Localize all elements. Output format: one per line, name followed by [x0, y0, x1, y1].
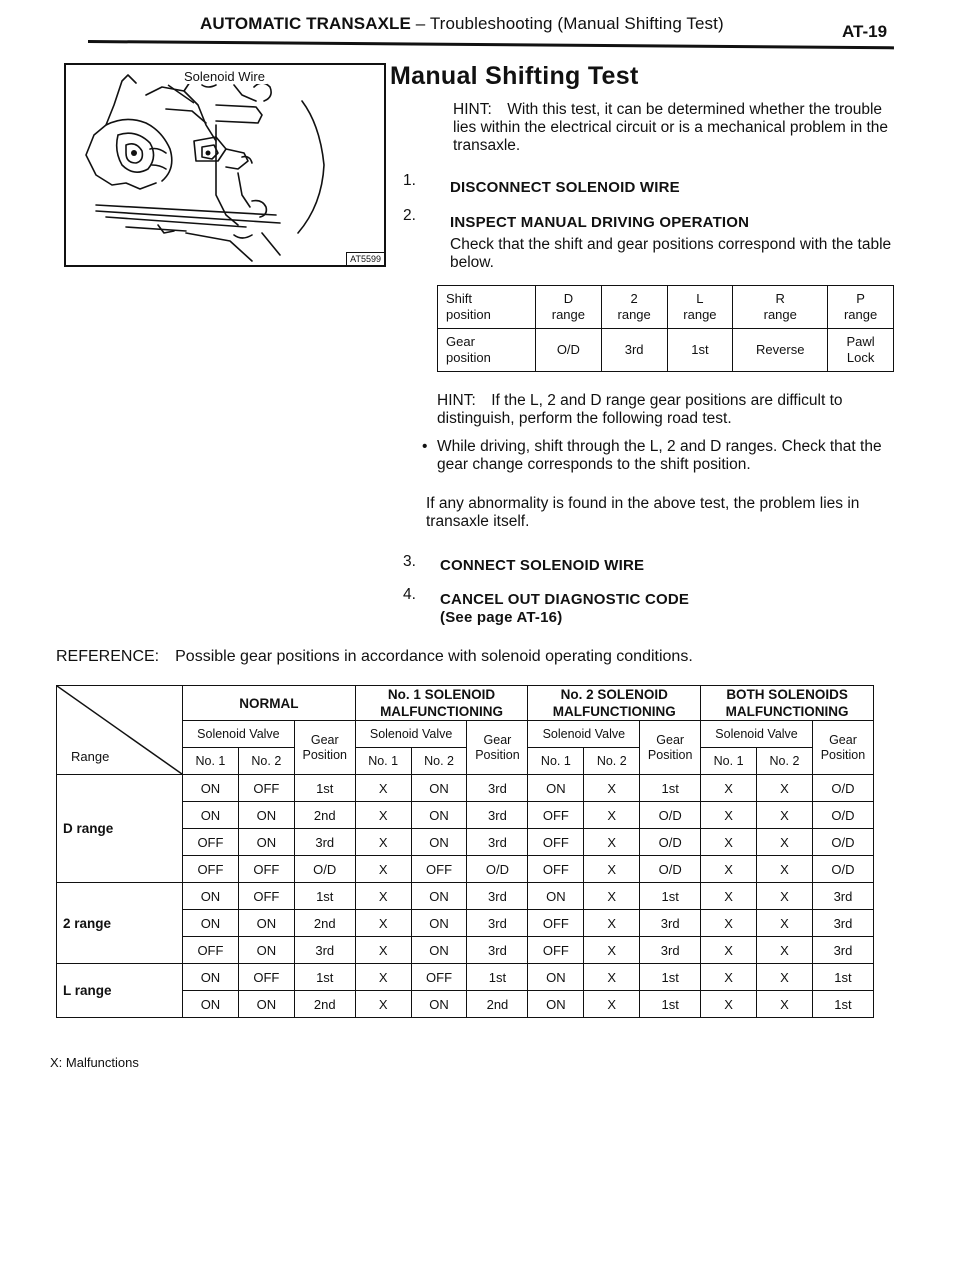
table-cell: OFF	[528, 829, 584, 856]
table-cell: O/D	[467, 856, 528, 883]
abnormality-paragraph: If any abnormality is found in the above test, the problem lies in transaxle itself.	[426, 495, 860, 530]
table-cell: 1st	[640, 883, 701, 910]
reference-table-body	[57, 775, 874, 1018]
table-cell: 3rd	[467, 937, 528, 964]
table-cell: O/D	[640, 856, 701, 883]
table-cell: X	[584, 883, 640, 910]
table-cell: 2nd	[294, 910, 355, 937]
step-3-text: CONNECT SOLENOID WIRE	[440, 557, 645, 574]
table-cell: X	[757, 856, 813, 883]
table-cell: 3rd	[467, 883, 528, 910]
table-cell: X	[757, 883, 813, 910]
group-header-both: BOTH SOLENOIDS MALFUNCTIONING	[701, 686, 874, 721]
table-cell: 3rd	[294, 829, 355, 856]
table-cell: OFF	[183, 937, 239, 964]
table-cell: ON	[183, 910, 239, 937]
table-cell: O/D	[812, 856, 873, 883]
solenoid-valve-header: Solenoid Valve	[528, 721, 640, 748]
table-cell: O/D	[640, 829, 701, 856]
table-cell: 3rd	[467, 829, 528, 856]
range-label: L range	[57, 964, 183, 1018]
table-cell: ON	[183, 991, 239, 1018]
table-cell: R range	[733, 286, 828, 329]
bullet-text: While driving, shift through the L, 2 and D ranges. Check that the gear change corresponds to the shift position.	[437, 438, 882, 473]
step-4-text: CANCEL OUT DIAGNOSTIC CODE	[440, 591, 690, 608]
table-cell: OFF	[528, 910, 584, 937]
table-cell: X	[701, 937, 757, 964]
table-cell: X	[757, 829, 813, 856]
no1-header: No. 1	[183, 748, 239, 775]
shift-position-table	[437, 285, 894, 372]
table-cell: 3rd	[812, 883, 873, 910]
solenoid-valve-header: Solenoid Valve	[701, 721, 813, 748]
step-2-number: 2.	[403, 207, 416, 224]
table-cell: ON	[183, 802, 239, 829]
table-cell: ON	[183, 964, 239, 991]
reference-caption: REFERENCE: Possible gear positions in accordance with solenoid operating conditions.	[56, 648, 693, 665]
step-3-number: 3.	[403, 553, 416, 570]
table-cell: ON	[238, 802, 294, 829]
table-cell: X	[584, 910, 640, 937]
header-rule	[88, 40, 894, 49]
table-cell: OFF	[183, 829, 239, 856]
table-cell: X	[757, 937, 813, 964]
table-cell: 1st	[294, 964, 355, 991]
table-cell: X	[584, 775, 640, 802]
footnote: X: Malfunctions	[50, 1055, 139, 1070]
table-cell: 1st	[640, 991, 701, 1018]
table-cell: OFF	[238, 883, 294, 910]
table-cell: X	[584, 802, 640, 829]
transaxle-illustration	[66, 65, 386, 267]
table-cell: OFF	[528, 802, 584, 829]
table-row	[57, 883, 874, 910]
gear-position-header: Gear Position	[640, 721, 701, 775]
step-1-number: 1.	[403, 172, 416, 189]
table-cell: ON	[411, 991, 467, 1018]
table-cell: ON	[238, 937, 294, 964]
table-cell: OFF	[238, 964, 294, 991]
table-cell: OFF	[411, 856, 467, 883]
table-row	[438, 286, 894, 329]
group-header-no2: No. 2 SOLENOID MALFUNCTIONING	[528, 686, 701, 721]
table-cell: 2 range	[601, 286, 667, 329]
table-cell: 3rd	[294, 937, 355, 964]
no2-header: No. 2	[757, 748, 813, 775]
gear-position-header: Gear Position	[294, 721, 355, 775]
table-cell: X	[757, 775, 813, 802]
table-cell: O/D	[812, 829, 873, 856]
table-cell: 1st	[812, 964, 873, 991]
table-cell: X	[757, 910, 813, 937]
figure-label: Solenoid Wire	[184, 69, 265, 84]
table-cell: X	[701, 775, 757, 802]
table-cell: 1st	[294, 775, 355, 802]
step-1-text: DISCONNECT SOLENOID WIRE	[450, 179, 680, 196]
table-cell: OFF	[183, 856, 239, 883]
table-cell: ON	[411, 829, 467, 856]
table-cell: X	[355, 856, 411, 883]
table-cell: X	[701, 910, 757, 937]
table-cell: 1st	[294, 883, 355, 910]
table-row	[57, 775, 874, 802]
table-row	[438, 329, 894, 372]
table-cell: X	[355, 937, 411, 964]
table-cell: X	[701, 829, 757, 856]
no2-header: No. 2	[411, 748, 467, 775]
table-cell: ON	[183, 883, 239, 910]
table-cell: X	[355, 802, 411, 829]
table-cell: ON	[238, 829, 294, 856]
no2-header: No. 2	[584, 748, 640, 775]
shift-position-label: Shift position	[438, 286, 536, 329]
section-title: Manual Shifting Test	[390, 62, 639, 90]
page-header-title	[200, 14, 724, 34]
table-cell: ON	[411, 775, 467, 802]
table-cell: X	[584, 937, 640, 964]
table-cell: X	[584, 856, 640, 883]
step-4-number: 4.	[403, 586, 416, 603]
table-cell: Reverse	[733, 329, 828, 372]
solenoid-valve-header: Solenoid Valve	[183, 721, 295, 748]
table-cell: X	[757, 991, 813, 1018]
table-cell: 1st	[667, 329, 733, 372]
table-cell: OFF	[528, 856, 584, 883]
no1-header: No. 1	[528, 748, 584, 775]
range-header-label: Range	[71, 749, 110, 764]
no1-header: No. 1	[701, 748, 757, 775]
gear-position-header: Gear Position	[467, 721, 528, 775]
solenoid-valve-header: Solenoid Valve	[355, 721, 467, 748]
table-cell: 3rd	[467, 802, 528, 829]
table-cell: O/D	[640, 802, 701, 829]
no1-header: No. 1	[355, 748, 411, 775]
hint-paragraph: HINT: With this test, it can be determined whether the trouble lies within the electrical circuit or is a mechanical problem in the transaxle.	[453, 101, 889, 154]
header-title-bold: AUTOMATIC TRANSAXLE	[200, 14, 411, 33]
step-2-text: INSPECT MANUAL DRIVING OPERATION	[450, 214, 750, 231]
table-cell: 1st	[467, 964, 528, 991]
table-cell: ON	[238, 910, 294, 937]
table-cell: O/D	[536, 329, 602, 372]
table-cell: 1st	[640, 775, 701, 802]
table-cell: ON	[411, 802, 467, 829]
table-cell: X	[584, 829, 640, 856]
table-cell: X	[701, 802, 757, 829]
table-cell: L range	[667, 286, 733, 329]
solenoid-reference-table	[56, 685, 874, 1018]
table-cell: ON	[528, 775, 584, 802]
table-cell: ON	[528, 883, 584, 910]
table-cell: X	[355, 775, 411, 802]
table-cell: ON	[528, 991, 584, 1018]
table-cell: ON	[411, 910, 467, 937]
table-cell: OFF	[528, 937, 584, 964]
table-cell: O/D	[294, 856, 355, 883]
table-cell: P range	[828, 286, 894, 329]
table-row	[57, 686, 874, 721]
table-cell: OFF	[238, 775, 294, 802]
table-cell: X	[355, 964, 411, 991]
table-cell: X	[757, 802, 813, 829]
table-cell: 2nd	[294, 991, 355, 1018]
table-row	[57, 964, 874, 991]
table-cell: 3rd	[640, 937, 701, 964]
table-cell: X	[355, 883, 411, 910]
figure-code: AT5599	[346, 252, 384, 265]
table-cell: 3rd	[467, 775, 528, 802]
group-header-no1: No. 1 SOLENOID MALFUNCTIONING	[355, 686, 528, 721]
step-2-description: Check that the shift and gear positions correspond with the table below.	[450, 236, 892, 271]
table-cell: 1st	[812, 991, 873, 1018]
table-cell: 3rd	[640, 910, 701, 937]
table-cell: ON	[238, 991, 294, 1018]
table-cell: O/D	[812, 802, 873, 829]
table-cell: ON	[528, 964, 584, 991]
table-cell: X	[355, 910, 411, 937]
table-cell: X	[355, 991, 411, 1018]
bullet-dot: •	[422, 438, 428, 455]
table-cell: 2nd	[467, 991, 528, 1018]
range-label: 2 range	[57, 883, 183, 964]
page-number: AT-19	[842, 22, 888, 41]
table-cell: ON	[183, 775, 239, 802]
table-cell: X	[584, 991, 640, 1018]
table-cell: OFF	[238, 856, 294, 883]
hint-2-paragraph: HINT: If the L, 2 and D range gear positions are difficult to distinguish, perform the following road test.	[437, 392, 843, 427]
table-cell: ON	[411, 883, 467, 910]
table-cell: D range	[536, 286, 602, 329]
table-cell: OFF	[411, 964, 467, 991]
table-cell: ON	[411, 937, 467, 964]
table-cell: 3rd	[812, 937, 873, 964]
group-header-normal: NORMAL	[183, 686, 356, 721]
table-cell: 3rd	[601, 329, 667, 372]
table-cell: X	[701, 991, 757, 1018]
solenoid-wire-figure	[64, 63, 386, 267]
table-cell: X	[355, 829, 411, 856]
table-cell: 1st	[640, 964, 701, 991]
range-label: D range	[57, 775, 183, 883]
table-cell: X	[701, 883, 757, 910]
table-cell: X	[701, 964, 757, 991]
gear-position-header: Gear Position	[812, 721, 873, 775]
range-header-cell	[57, 686, 183, 775]
table-cell: O/D	[812, 775, 873, 802]
table-cell: X	[584, 964, 640, 991]
header-title-rest: – Troubleshooting (Manual Shifting Test)	[410, 14, 724, 33]
step-4-subtext: (See page AT-16)	[440, 609, 563, 626]
table-cell: 3rd	[467, 910, 528, 937]
table-cell: 3rd	[812, 910, 873, 937]
no2-header: No. 2	[238, 748, 294, 775]
table-cell: 2nd	[294, 802, 355, 829]
table-cell: X	[757, 964, 813, 991]
gear-position-label: Gear position	[438, 329, 536, 372]
table-cell: Pawl Lock	[828, 329, 894, 372]
table-cell: X	[701, 856, 757, 883]
